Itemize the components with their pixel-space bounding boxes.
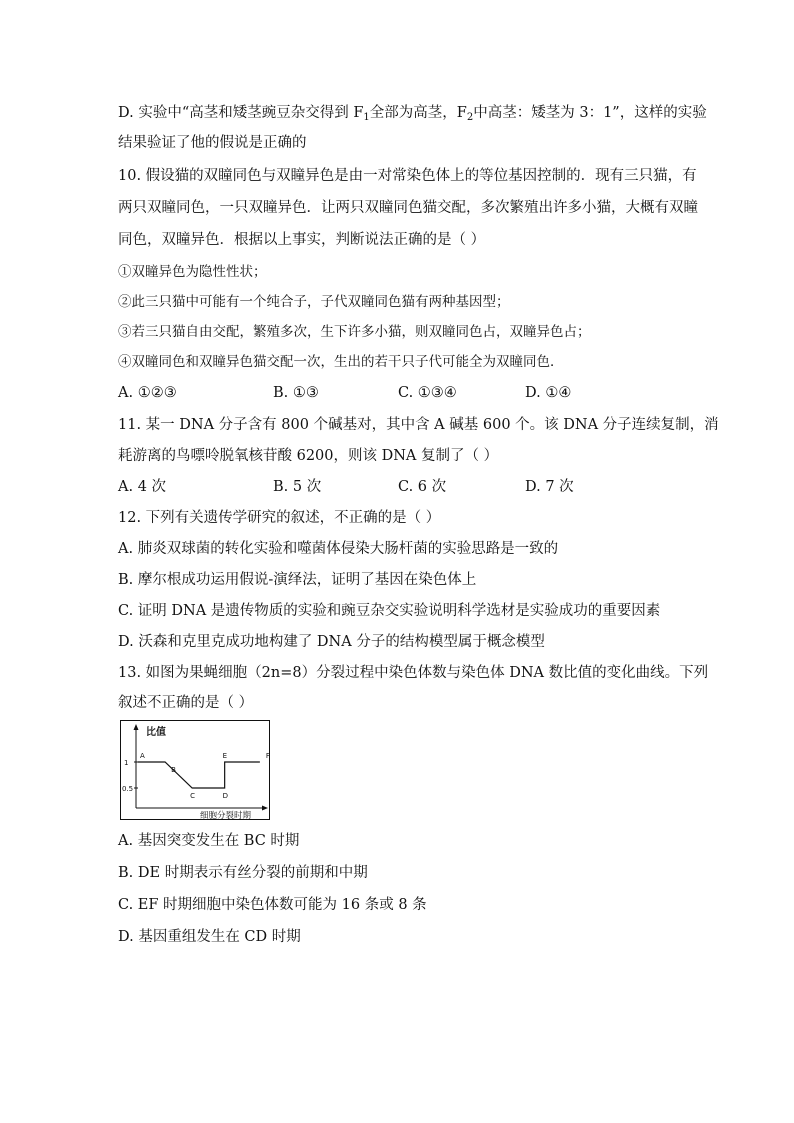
ratio-chart xyxy=(120,720,270,820)
q10-option-b: B. ①③ xyxy=(273,385,319,401)
point-label-a: A xyxy=(140,752,145,760)
q9-option-d-text-b: 全部为高茎，F xyxy=(369,105,467,121)
q10-statement-1: ①双瞳异色为隐性性状； xyxy=(118,264,267,280)
q12-option-d: D. 沃森和克里克成功地构建了 DNA 分子的结构模型属于概念模型 xyxy=(118,634,545,650)
ratio-line xyxy=(138,762,260,788)
q9-option-d-line2: 结果验证了他的假说是正确的 xyxy=(118,135,307,151)
y-axis-arrow xyxy=(134,724,139,730)
q10-statement-2: ②此三只猫中可能有一个纯合子，子代双瞳同色猫有两种基因型； xyxy=(118,294,510,310)
q9-option-d-text-c: 中高茎：矮茎为 3：1”，这样的实验 xyxy=(473,105,707,121)
q10-stem-line3: 同色，双瞳异色．根据以上事实，判断说法正确的是（ ） xyxy=(118,232,486,248)
q10-stem-line2: 两只双瞳同色，一只双瞳异色．让两只双瞳同色猫交配，多次繁殖出许多小猫，大概有双瞳 xyxy=(118,200,698,216)
point-label-c: C xyxy=(190,792,196,800)
ratio-chart-svg xyxy=(120,720,270,820)
q13-stem-line1: 13. 如图为果蝇细胞（2n=8）分裂过程中染色体数与染色体 DNA 数比值的变化曲线。下列 xyxy=(118,665,709,681)
q12-option-b: B. 摩尔根成功运用假说-演绎法，证明了基因在染色体上 xyxy=(118,572,477,588)
q10-statement-3: ③若三只猫自由交配，繁殖多次，生下许多小猫，则双瞳同色占，双瞳异色占； xyxy=(118,324,591,340)
chart-frame xyxy=(121,721,270,820)
q13-stem-line2: 叙述不正确的是（ ） xyxy=(118,695,254,711)
q13-option-a: A. 基因突变发生在 BC 时期 xyxy=(118,833,300,849)
q11-stem-line2: 耗游离的鸟嘌呤脱氧核苷酸 6200，则该 DNA 复制了（ ） xyxy=(118,448,499,464)
y-axis-label: 比值 xyxy=(146,727,166,738)
point-label-f: F xyxy=(265,752,270,760)
q10-option-d: D. ①④ xyxy=(525,385,572,401)
y-tick-0-5: 0.5 xyxy=(122,785,134,793)
q11-option-c: C. 6 次 xyxy=(398,479,447,495)
q13-option-b: B. DE 时期表示有丝分裂的前期和中期 xyxy=(118,865,368,881)
q11-option-a: A. 4 次 xyxy=(118,479,167,495)
point-label-d: D xyxy=(222,792,229,800)
q12-option-a: A. 肺炎双球菌的转化实验和噬菌体侵染大肠杆菌的实验思路是一致的 xyxy=(118,541,559,557)
q12-option-c: C. 证明 DNA 是遗传物质的实验和豌豆杂交实验说明科学选材是实验成功的重要因素 xyxy=(118,603,661,619)
q10-stem-line1: 10. 假设猫的双瞳同色与双瞳异色是由一对常染色体上的等位基因控制的．现有三只猫，有 xyxy=(118,168,697,184)
q11-option-b: B. 5 次 xyxy=(273,479,322,495)
q13-option-c: C. EF 时期细胞中染色体数可能为 16 条或 8 条 xyxy=(118,897,427,913)
q11-stem-line1: 11. 某一 DNA 分子含有 800 个碱基对，其中含 A 碱基 600 个。该 DNA 分子连续复制，消 xyxy=(118,417,719,433)
q10-option-a: A. ①②③ xyxy=(118,385,177,401)
q9-option-d-text-a: D. 实验中“高茎和矮茎豌豆杂交得到 F xyxy=(118,105,364,121)
q12-stem: 12. 下列有关遗传学研究的叙述，不正确的是（ ） xyxy=(118,510,441,526)
f1-subscript: 1 xyxy=(363,112,370,123)
x-axis-label: 细胞分裂时期 xyxy=(200,811,252,820)
x-axis-arrow xyxy=(262,806,268,811)
q9-option-d-line1 xyxy=(118,103,707,128)
q11-option-d: D. 7 次 xyxy=(525,479,574,495)
y-tick-1: 1 xyxy=(124,759,129,767)
f2-subscript: 2 xyxy=(466,112,474,123)
q10-option-c: C. ①③④ xyxy=(398,385,457,401)
point-label-e: E xyxy=(222,752,228,760)
q13-option-d: D. 基因重组发生在 CD 时期 xyxy=(118,929,301,945)
q10-statement-4: ④双瞳同色和双瞳异色猫交配一次，生出的若干只子代可能全为双瞳同色． xyxy=(118,354,564,370)
ratio-series xyxy=(134,752,270,800)
point-label-b: B xyxy=(171,766,176,774)
